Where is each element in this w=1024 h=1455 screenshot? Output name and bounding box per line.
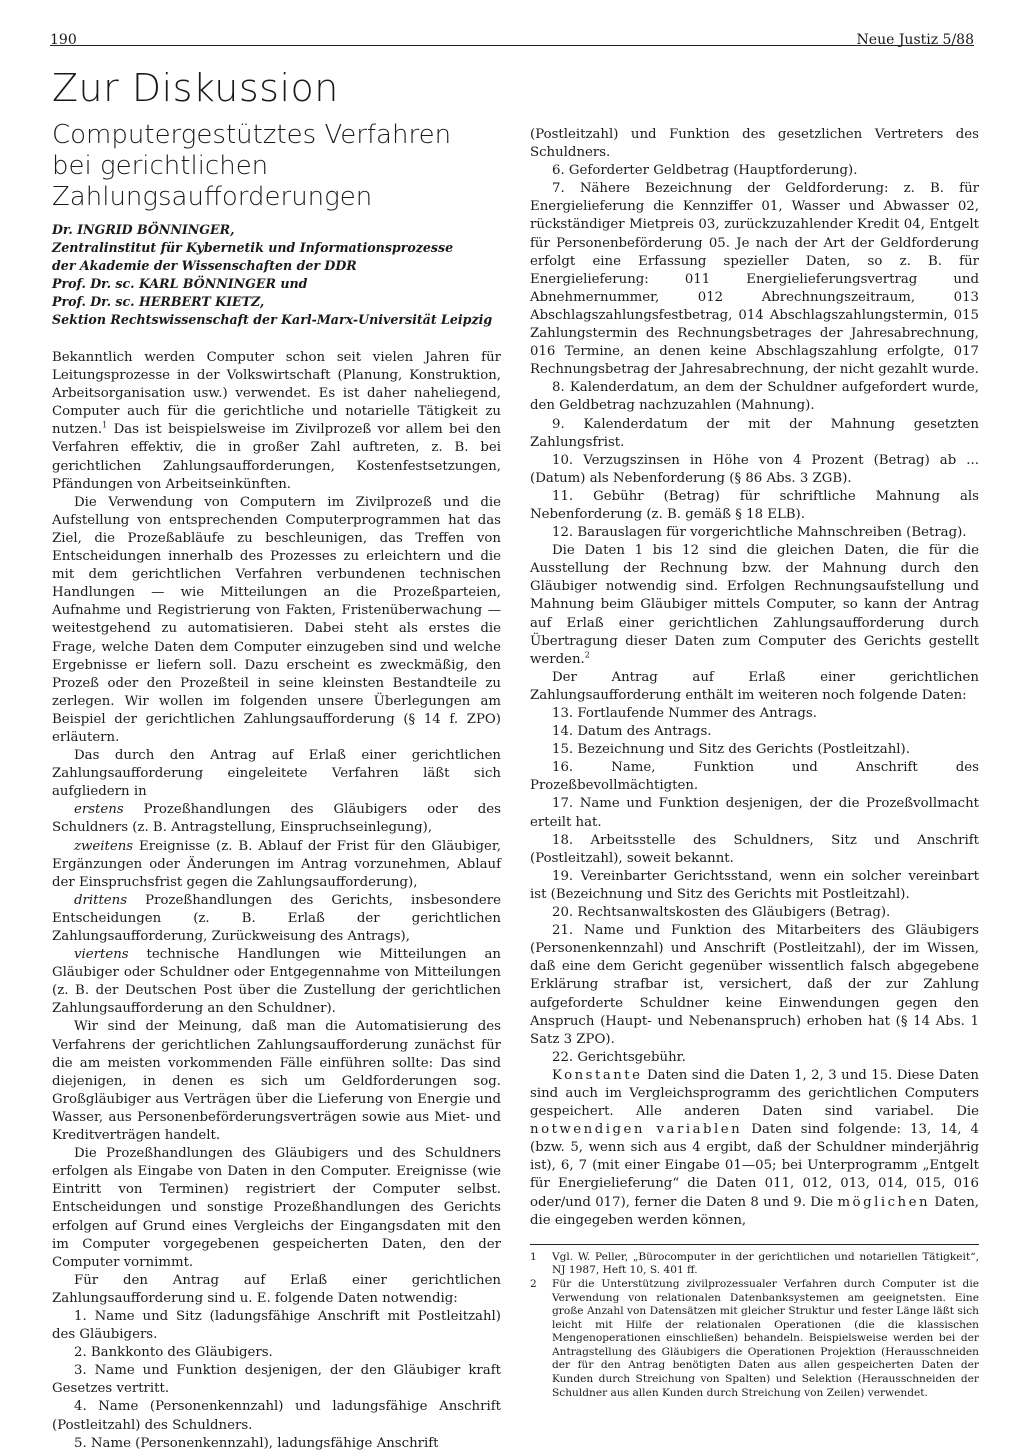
list-item: 4. Name (Personenkennzahl) und ladungsfähige Anschrift (Postleitzahl) des Schuldners. bbox=[52, 1399, 501, 1433]
list-item: 1. Name und Sitz (ladungsfähige Anschrift mit Postleitzahl) des Gläubigers. bbox=[52, 1308, 501, 1343]
emphasis-spaced: notwendigen variablen bbox=[530, 1122, 743, 1138]
paragraph bbox=[52, 349, 501, 494]
list-item: 16. Name, Funktion und Anschrift des Prozeßbevollmächtigten. bbox=[530, 760, 979, 794]
list-item: 3. Name und Funktion desjenigen, der den Gläubiger kraft Gesetzes vertritt. bbox=[52, 1363, 501, 1397]
list-item: 15. Bezeichnung und Sitz des Gerichts (Postleitzahl). bbox=[552, 742, 910, 758]
enum-word: zweitens bbox=[74, 838, 134, 854]
footnote bbox=[530, 1251, 979, 1278]
enum-text: Ereignisse (z. B. Ablauf der Frist für den Gläubiger, Ergänzungen oder Änderungen im Antrag vorzunehmen, Ablauf der Einspruchsfrist gegen die Zahlungsaufforderung), bbox=[52, 838, 501, 890]
footnote bbox=[530, 1278, 979, 1400]
paragraph-text: Das ist beispielsweise im Zivilprozeß vor allem bei den Verfahren effektiv, die in großer Zahl auftreten, z. B. bei gerichtlichen Zahlungsaufforderungen, Kostenfestsetzungen, Pfändungen von Arbeitseinkünften. bbox=[52, 422, 501, 492]
list-item: 12. Barauslagen für vorgerichtliche Mahnschreiben (Betrag). bbox=[552, 525, 967, 541]
enum-word: erstens bbox=[74, 802, 124, 818]
paragraph-text: Daten, die eingegeben werden können, bbox=[530, 1194, 979, 1228]
page-header bbox=[50, 22, 974, 46]
journal-issue: Neue Justiz 5/88 bbox=[856, 32, 974, 48]
list-item: 22. Gerichtsgebühr. bbox=[552, 1049, 686, 1065]
paragraph-continued: (Postleitzahl) und Funktion des gesetzlichen Vertreters des Schuldners. bbox=[530, 127, 979, 161]
paragraph-text: Daten sind folgende: 13, 14, 4 (bzw. 5, wenn sich aus 4 ergibt, daß der Schuldner minderjährig ist), 6, 7 (mit einer Eingabe 01—05; bei Unterprogramm „Entgelt für Energielieferung“ die Daten 011, 012, 013, 014, 015, 016 oder/und 017), ferner die Daten 8 und 9. Die bbox=[530, 1122, 979, 1210]
footnotes bbox=[530, 1244, 979, 1401]
list-item: 9. Kalenderdatum der mit der Mahnung gesetzten Zahlungsfrist. bbox=[530, 416, 979, 450]
footnote-text: Vgl. W. Peller, „Bürocomputer in der gerichtlichen und notariellen Tätigkeit“, NJ 1987, Heft 10, S. 401 ff. bbox=[552, 1250, 979, 1277]
enum-word: viertens bbox=[74, 947, 129, 963]
paragraph bbox=[530, 1067, 979, 1230]
author-line: Sektion Rechtswissenschaft der Karl-Marx-Universität Leipzig bbox=[52, 312, 493, 327]
paragraph: Der Antrag auf Erlaß einer gerichtlichen Zahlungsaufforderung enthält im weiteren noch folgende Daten: bbox=[530, 669, 979, 703]
enum-item bbox=[52, 892, 501, 946]
list-item: 13. Fortlaufende Nummer des Antrags. bbox=[552, 706, 817, 721]
page-number: 190 bbox=[50, 32, 77, 48]
footnote-text: Für die Unterstützung zivilprozessualer Verfahren durch Computer ist die Verwendung von relationalen Datenbanksystemen am geeignetsten. Eine große Anzahl von Datensätzen mit gleicher Struktur und fester Länge läßt sich leicht mit Hilfe der relationalen Operationen (die die klassischen Mengenoperationen einschließen) behandeln. Beispielsweise werden bei der Antragstellung des Gläubigers die Operationen Projektion (Herausschneiden der für den Antrag benötigten Daten aus allen gespeicherten Daten der Kunden durch Streichung von Spalten) und Selektion (Herausschneiden der Schuldner aus allen Kunden durch Streichung von Zeilen) verwendet. bbox=[552, 1277, 979, 1399]
list-item: 14. Datum des Antrags. bbox=[552, 724, 712, 740]
list-item: 18. Arbeitsstelle des Schuldners, Sitz und Anschrift (Postleitzahl), soweit bekannt. bbox=[530, 832, 979, 866]
paragraph-text: Daten sind die Daten 1, 2, 3 und 15. Diese Daten sind auch im Vergleichsprogramm des gerichtlichen Computers gespeichert. Alle anderen Daten sind variabel. Die bbox=[530, 1067, 979, 1120]
list-item: 8. Kalenderdatum, an dem der Schuldner aufgefordert wurde, den Geldbetrag nachzuzahlen (Mahnung). bbox=[530, 380, 979, 414]
paragraph: Die Prozeßhandlungen des Gläubigers und des Schuldners erfolgen als Eingabe von Daten in den Computer. Ereignisse (wie Eintritt von Terminen) registriert der Computer selbst. Entscheidungen und sonstige Prozeßhandlungen des Gerichts erfolgen auf Grund eines Vergleichs der Eingangsdaten mit den im Computer vorgegebenen gespeicherten Daten, den der Computer vornimmt. bbox=[52, 1146, 501, 1270]
paragraph: Wir sind der Meinung, daß man die Automatisierung des Verfahrens der gerichtlichen Zahlungsaufforderung zunächst für die am meisten vorkommenden Fälle einführen sollte: Das sind diejenigen, in denen es sich um Geldforderungen sog. Großgläubiger aus Verträgen über die Lieferung von Energie und Wasser, aus Personenbeförderungsverträgen sowie aus Miet- und Kreditverträgen handelt. bbox=[52, 1019, 501, 1144]
enum-item bbox=[52, 946, 501, 1018]
enum-text: Prozeßhandlungen des Gerichts, insbesondere Entscheidungen (z. B. Erlaß der gerichtlichen Zahlungsaufforderung, Zurückweisung des Antrags), bbox=[52, 892, 501, 944]
enum-text: Prozeßhandlungen des Gläubigers oder des Schuldners (z. B. Antragstellung, Einspruchseinlegung), bbox=[52, 802, 501, 836]
emphasis-spaced: möglichen bbox=[837, 1194, 931, 1210]
author-line: Prof. Dr. sc. KARL BÖNNINGER und bbox=[52, 276, 308, 291]
enum-text: technische Handlungen wie Mitteilungen an Gläubiger oder Schuldner oder Entgegennahme von Mitteilungen (z. B. der Deutschen Post über die Zustellung der gerichtlichen Zahlungsaufforderung an den Schuldner). bbox=[52, 947, 501, 1017]
footnote-ref: 2 bbox=[584, 650, 590, 660]
author-line: Zentralinstitut für Kybernetik und Informationsprozesse bbox=[52, 240, 454, 255]
author-line: Prof. Dr. sc. HERBERT KIETZ, bbox=[52, 294, 265, 309]
enum-item bbox=[52, 801, 501, 837]
paragraph-text: Bekanntlich werden Computer schon seit vielen Jahren für Leitungsprozesse in der Volkswirtschaft (Planung, Konstruktion, Arbeitsorganisation usw.) verwendet. Es ist daher naheliegend, Computer auch für die gerichtliche und notarielle Tätigkeit zu nutzen. bbox=[52, 350, 501, 438]
article-title-line-2: bei gerichtlichen Zahlungsaufforderungen bbox=[52, 151, 373, 212]
list-item: 10. Verzugszinsen in Höhe von 4 Prozent (Betrag) ab ... (Datum) als Nebenforderung (§ 86 Abs. 3 ZGB). bbox=[530, 452, 979, 486]
list-item: 2. Bankkonto des Gläubigers. bbox=[74, 1345, 273, 1361]
list-item: 6. Geforderter Geldbetrag (Hauptforderung). bbox=[552, 163, 858, 179]
paragraph: Das durch den Antrag auf Erlaß einer gerichtlichen Zahlungsaufforderung eingeleitete Verfahren läßt sich aufgliedern in bbox=[52, 748, 501, 800]
right-column bbox=[530, 126, 979, 1400]
enum-item bbox=[52, 838, 501, 892]
footnote-number: 2 bbox=[530, 1277, 537, 1290]
article-title-line-1: Computergestütztes Verfahren bbox=[52, 120, 452, 150]
author-block bbox=[52, 221, 501, 329]
list-item: 17. Name und Funktion desjenigen, der die Prozeßvollmacht erteilt hat. bbox=[530, 796, 979, 830]
list-item: 11. Gebühr (Betrag) für schriftliche Mahnung als Nebenforderung (z. B. gemäß § 18 ELB). bbox=[530, 488, 979, 522]
paragraph: Für den Antrag auf Erlaß einer gerichtlichen Zahlungsaufforderung sind u. E. folgende Daten notwendig: bbox=[52, 1272, 501, 1306]
list-item: 5. Name (Personenkennzahl), ladungsfähige Anschrift bbox=[74, 1435, 439, 1451]
header-rule bbox=[50, 45, 974, 46]
paragraph-text: Die Daten 1 bis 12 sind die gleichen Daten, die für die Ausstellung der Rechnung bzw. der Mahnung durch den Gläubiger notwendig sind. Erfolgen Rechnungsaufstellung und Mahnung beim Gläubiger mittels Computer, so kann der Antrag auf Erlaß einer gerichtlichen Zahlungsaufforderung durch Übertragung dieser Daten zum Computer des Gerichts gestellt werden. bbox=[530, 543, 979, 667]
list-item: 19. Vereinbarter Gerichtsstand, wenn ein solcher vereinbart ist (Bezeichnung und Sitz des Gerichts mit Postleitzahl). bbox=[530, 868, 979, 902]
section-title: Zur Diskussion bbox=[52, 66, 339, 110]
left-column bbox=[52, 120, 501, 1453]
paragraph bbox=[530, 542, 979, 669]
enum-word: drittens bbox=[74, 892, 128, 908]
paragraph: Die Verwendung von Computern im Zivilprozeß und die Aufstellung von entsprechenden Computerprogrammen hat das Ziel, die Prozeßabläufe zu beschleunigen, das Treffen von Entscheidungen innerhalb des Prozesses zu erleichtern und die mit dem gerichtlichen Verfahren verbundenen technischen Handlungen — wie Mitteilungen an die Prozeßparteien, Aufnahme und Registrierung von Fakten, Fristenüberwachung — weitestgehend zu automatisieren. Dabei steht als erstes die Frage, welche Daten dem Computer einzugeben sind und welche Ergebnisse er liefern soll. Dazu erscheint es zweckmäßig, den Prozeß oder den Prozeßteil in seine kleinsten Bestandteile zu zerlegen. Wir wollen im folgenden unsere Überlegungen am Beispiel der gerichtlichen Zahlungsaufforderung (§ 14 f. ZPO) erläutern. bbox=[52, 494, 501, 745]
footnote-number: 1 bbox=[530, 1250, 537, 1263]
author-line: der Akademie der Wissenschaften der DDR bbox=[52, 258, 357, 273]
list-item: 7. Nähere Bezeichnung der Geldforderung: z. B. für Energielieferung die Kennziffer 01, Wasser und Abwasser 02, rückständiger Mietpreis 03, zurückzuzahlender Kredit 04, Entgelt für Personenbeförderung 05. Je nach der Art der Geldforderung erfolgt eine Erfassung spezieller Daten, so z. B. für Energielieferung: 011 Energielieferungsvertrag und Abnehmernummer, 012 Abrechnungszeitraum, 013 Abschlagszahlungsfestbetrag, 014 Abschlagszahlungstermin, 015 Zahlungstermin des Rechnungsbetrages der Jahresabrechnung, 016 Termine, an denen keine Abschlagszahlung erfolgte, 017 Rechnungsbetrag der Jahresabrechnung, der nicht gezahlt wurde. bbox=[530, 181, 979, 378]
footnote-ref: 1 bbox=[102, 420, 108, 430]
emphasis-spaced: Konstante bbox=[552, 1067, 643, 1083]
list-item: 20. Rechtsanwaltskosten des Gläubigers (Betrag). bbox=[552, 905, 891, 921]
article-title bbox=[52, 120, 501, 213]
author-line: Dr. INGRID BÖNNINGER, bbox=[52, 222, 235, 237]
list-item: 21. Name und Funktion des Mitarbeiters des Gläubigers (Personenkennzahl) und Anschrift (Postleitzahl), der im Wissen, daß eine dem Gericht gegenüber wissentlich falsch abgegebene Erklärung strafbar ist, versichert, daß der zur Zahlung aufgeforderte Schuldner keine Einwendungen gegen den Anspruch (Haupt- und Nebenanspruch) erhoben hat (§ 14 Abs. 1 Satz 3 ZPO). bbox=[530, 923, 979, 1047]
